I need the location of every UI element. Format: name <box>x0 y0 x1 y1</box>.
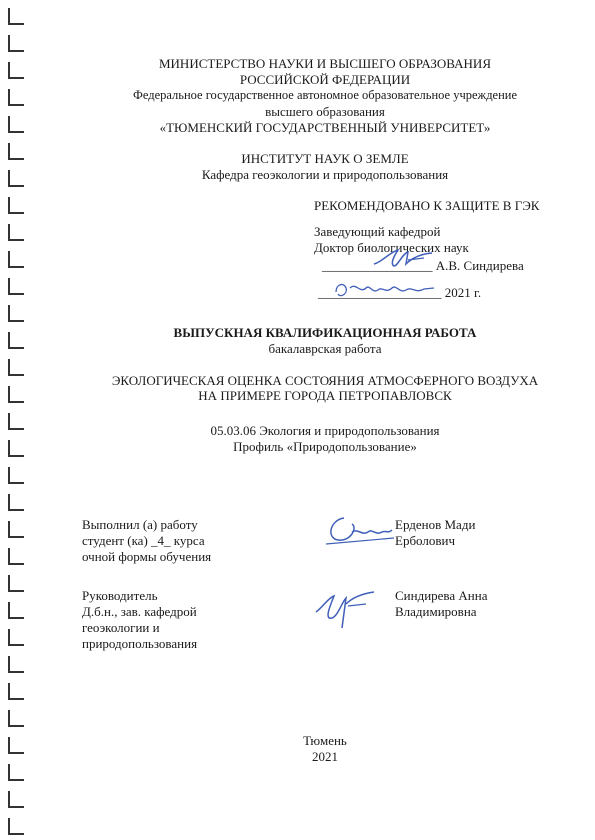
footer-year: 2021 <box>312 749 338 764</box>
institute-name: ИНСТИТУТ НАУК О ЗЕМЛЕ <box>241 151 409 166</box>
binding-mark <box>9 386 24 402</box>
university-name: «ТЮМЕНСКИЙ ГОСУДАРСТВЕННЫЙ УНИВЕРСИТЕТ» <box>159 120 491 135</box>
student-label-line-1: Выполнил (а) работу <box>82 517 198 532</box>
binding-mark <box>9 197 24 213</box>
binding-mark <box>9 89 24 105</box>
binding-mark <box>9 332 24 348</box>
supervisor-label-line-2: Д.б.н., зав. кафедрой <box>82 604 197 619</box>
handwritten-date-image <box>330 278 440 302</box>
binding-mark <box>9 413 24 429</box>
binding-mark <box>9 224 24 240</box>
binding-mark <box>9 494 24 510</box>
binding-mark <box>9 62 24 78</box>
binding-mark <box>9 521 24 537</box>
binding-mark <box>9 656 24 672</box>
institution-line-1: Федеральное государственное автономное образовательное учреждение <box>132 88 518 102</box>
student-name-line-2: Ерболович <box>395 533 456 548</box>
spiral-binding <box>0 0 40 840</box>
binding-mark <box>9 8 24 24</box>
binding-mark <box>9 791 24 807</box>
approval-signature-line: _________________ А.В. Синдирева <box>322 258 524 273</box>
binding-mark <box>9 251 24 267</box>
ministry-line-1: МИНИСТЕРСТВО НАУКИ И ВЫСШЕГО ОБРАЗОВАНИЯ <box>158 56 491 71</box>
work-title-line-2: НА ПРИМЕРЕ ГОРОДА ПЕТРОПАВЛОВСК <box>198 388 452 403</box>
head-signature-image <box>368 244 438 272</box>
work-type: ВЫПУСКНАЯ КВАЛИФИКАЦИОННАЯ РАБОТА <box>173 325 477 340</box>
approval-date-line: ___________________ 2021 г. <box>318 285 482 300</box>
binding-mark <box>9 575 24 591</box>
supervisor-label-line-3: геоэкологии и <box>82 620 160 635</box>
approval-degree: Доктор биологических наук <box>314 240 469 255</box>
binding-mark <box>9 116 24 132</box>
binding-mark <box>9 278 24 294</box>
supervisor-name-line-1: Синдирева Анна <box>395 588 488 603</box>
binding-mark <box>9 629 24 645</box>
institution-line-2: высшего образования <box>265 104 385 119</box>
student-signature-image <box>322 510 396 550</box>
binding-mark <box>9 35 24 51</box>
student-name-line-1: Ерденов Мади <box>395 517 476 532</box>
binding-mark <box>9 170 24 186</box>
binding-mark <box>9 602 24 618</box>
binding-mark <box>9 359 24 375</box>
approval-heading: РЕКОМЕНДОВАНО К ЗАЩИТЕ В ГЭК <box>314 198 540 213</box>
work-profile: Профиль «Природопользование» <box>233 439 417 454</box>
binding-mark <box>9 764 24 780</box>
binding-mark <box>9 143 24 159</box>
department-name: Кафедра геоэкологии и природопользования <box>201 167 449 182</box>
work-level: бакалаврская работа <box>268 341 382 356</box>
binding-mark <box>9 548 24 564</box>
student-label-line-3: очной формы обучения <box>82 549 212 564</box>
ministry-line-2: РОССИЙСКОЙ ФЕДЕРАЦИИ <box>239 72 411 87</box>
work-specialty: 05.03.06 Экология и природопользования <box>210 423 440 438</box>
binding-mark <box>9 710 24 726</box>
binding-mark <box>9 683 24 699</box>
approval-position: Заведующий кафедрой <box>314 224 441 239</box>
footer-city: Тюмень <box>303 733 347 748</box>
binding-mark <box>9 440 24 456</box>
binding-mark <box>9 818 24 834</box>
supervisor-label-line-4: природопользования <box>82 636 198 651</box>
work-title-line-1: ЭКОЛОГИЧЕСКАЯ ОЦЕНКА СОСТОЯНИЯ АТМОСФЕРНОГО ВОЗДУХА <box>111 373 539 388</box>
binding-mark <box>9 305 24 321</box>
supervisor-name-line-2: Владимировна <box>395 604 477 619</box>
binding-mark <box>9 467 24 483</box>
supervisor-label-line-1: Руководитель <box>82 588 158 603</box>
student-label-line-2: студент (ка) _4_ курса <box>82 533 205 548</box>
binding-mark <box>9 737 24 753</box>
supervisor-signature-image <box>312 584 382 632</box>
